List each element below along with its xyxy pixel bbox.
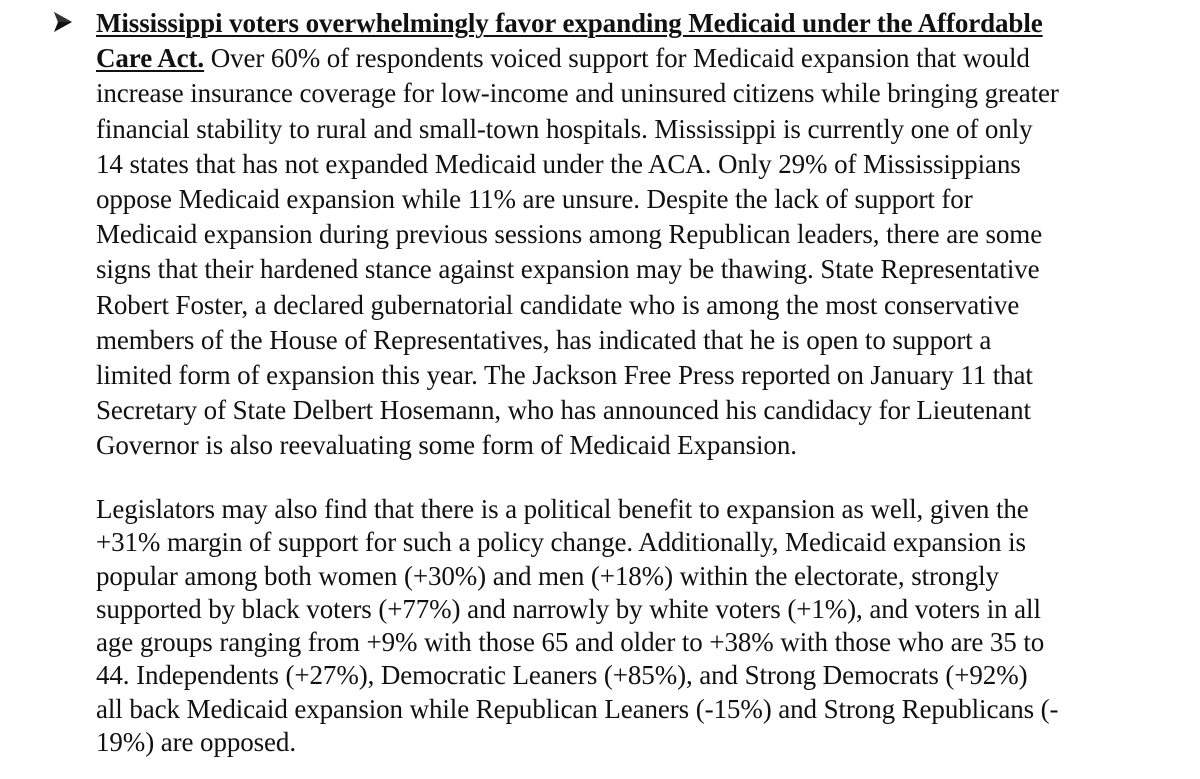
- text-line: Secretary of State Delbert Hosemann, who has announced his candidacy for Lieutenant: [96, 395, 1031, 426]
- text-line: 14 states that has not expanded Medicaid under the ACA. Only 29% of Mississippians: [96, 148, 1021, 179]
- text-line: Legislators may also find that there is a political benefit to expansion as well, given the: [96, 494, 1029, 524]
- text-line: all back Medicaid expansion while Republican Leaners (-15%) and Strong Republicans (-: [96, 693, 1059, 724]
- text-line: members of the House of Representatives, has indicated that he is open to support a: [96, 324, 992, 355]
- text-line: +31% margin of support for such a policy change. Additionally, Medicaid expansion is: [96, 527, 1026, 558]
- bullet-text: Over 60% of respondents voiced support for Medicaid expansion that would: [204, 43, 1030, 74]
- text-line: 19%) are opposed.: [96, 727, 296, 758]
- text-line: supported by black voters (+77%) and narrowly by white voters (+1%), and voters in all: [96, 593, 1041, 624]
- body-paragraph: [96, 493, 1186, 759]
- text-line: popular among both women (+30%) and men (+18%) within the electorate, strongly: [96, 560, 999, 591]
- text-line: Governor is also reevaluating some form of Medicaid Expansion.: [96, 430, 797, 461]
- text-line: age groups ranging from +9% with those 65 and older to +38% with those who are 35 to: [96, 627, 1045, 658]
- text-line: [96, 6, 1186, 41]
- text-line: [96, 41, 1186, 76]
- text-line: limited form of expansion this year. The Jackson Free Press reported on January 11 that: [96, 360, 1033, 391]
- bullet-lead-heading-cont: Care Act.: [96, 43, 205, 74]
- text-line: Medicaid expansion during previous sessions among Republican leaders, there are some: [96, 219, 1043, 250]
- text-line: Robert Foster, a declared gubernatorial candidate who is among the most conservative: [96, 289, 1020, 320]
- text-line: 44. Independents (+27%), Democratic Leaners (+85%), and Strong Democrats (+92%): [96, 660, 1028, 691]
- text-line: signs that their hardened stance against expansion may be thawing. State Representative: [96, 254, 1040, 285]
- text-line: oppose Medicaid expansion while 11% are unsure. Despite the lack of support for: [96, 184, 973, 215]
- text-line: financial stability to rural and small-town hospitals. Mississippi is currently one of only: [96, 113, 1033, 144]
- text-line: increase insurance coverage for low-income and uninsured citizens while bringing greater: [96, 78, 1059, 109]
- arrowhead-bullet-icon: [52, 9, 74, 35]
- bullet-lead-heading: Mississippi voters overwhelmingly favor expanding Medicaid under the Affordable: [96, 8, 1043, 38]
- bullet-paragraph: [96, 6, 1186, 464]
